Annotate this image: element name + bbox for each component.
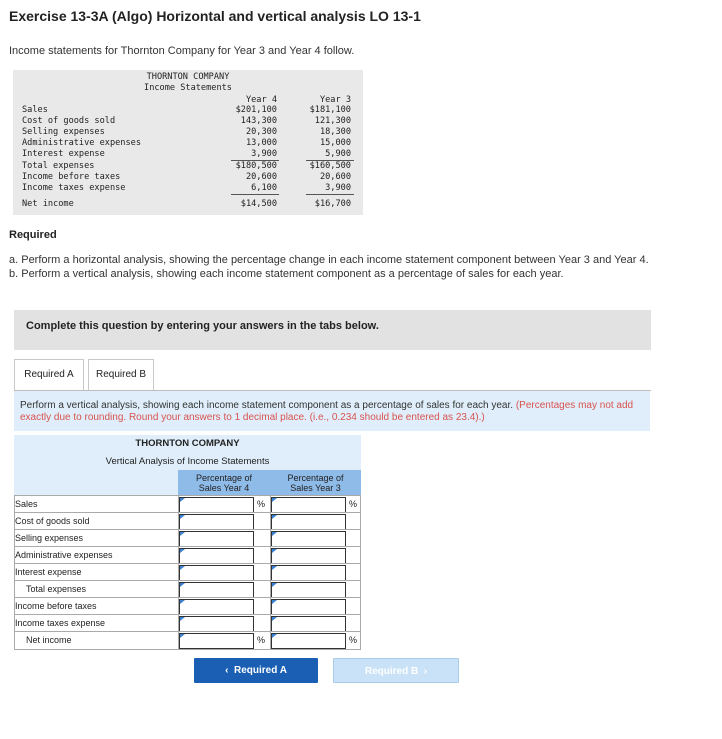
statement-col-year3: Year 3 [319, 95, 351, 105]
table-row [14, 580, 361, 598]
divider [306, 194, 354, 195]
table-header-year3 [270, 470, 361, 495]
table-row [14, 495, 361, 513]
table-row [14, 546, 361, 564]
admin-year3-input[interactable] [271, 548, 346, 564]
vertical-analysis-table [14, 435, 361, 650]
chevron-left-icon: ‹ [225, 665, 229, 676]
statement-row-y4: 6,100 [251, 183, 277, 193]
statement-row-y3: 3,900 [325, 183, 351, 193]
statement-row-y4: $14,500 [240, 199, 277, 209]
statement-row-y3: 5,900 [325, 149, 351, 159]
prev-required-a-button[interactable] [194, 658, 318, 683]
percent-symbol: % [257, 635, 266, 645]
instruction-banner [14, 310, 651, 350]
cogs-year3-input[interactable] [271, 514, 346, 530]
row-label: Administrative expenses [15, 550, 113, 560]
header-year4-line2: Sales Year 4 [198, 483, 250, 493]
table-subtitle: Vertical Analysis of Income Statements [14, 453, 361, 470]
statement-row-label: Interest expense [22, 149, 105, 159]
interest-year4-input[interactable] [179, 565, 254, 581]
statement-row-y3: 18,300 [319, 127, 351, 137]
interest-year3-input[interactable] [271, 565, 346, 581]
row-label: Income taxes expense [15, 618, 106, 628]
percent-symbol: % [257, 499, 266, 509]
instructions-main: Perform a vertical analysis, showing each income statement component as a percentage of sales for each year. [20, 400, 514, 411]
income-taxes-year4-input[interactable] [179, 616, 254, 632]
table-row [14, 631, 361, 650]
divider [231, 194, 279, 195]
table-border [270, 495, 271, 649]
required-heading: Required [9, 229, 57, 241]
table-company: THORNTON COMPANY [14, 435, 361, 453]
header-year3-line1: Percentage of [287, 473, 344, 483]
statement-row-label: Selling expenses [22, 127, 105, 137]
row-label: Sales [15, 499, 38, 509]
statement-company: THORNTON COMPANY [146, 72, 230, 82]
page-title: Exercise 13-3A (Algo) Horizontal and vertical analysis LO 13-1 [9, 8, 421, 24]
percent-symbol: % [349, 499, 358, 509]
statement-row-label: Net income [22, 199, 74, 209]
table-border [360, 495, 361, 649]
statement-row-y3: 121,300 [314, 116, 351, 126]
row-label: Income before taxes [15, 601, 97, 611]
row-label: Cost of goods sold [15, 516, 90, 526]
cogs-year4-input[interactable] [179, 514, 254, 530]
statement-row-y3: 15,000 [319, 138, 351, 148]
statement-row-y4: 20,600 [245, 172, 277, 182]
chevron-right-icon: › [423, 666, 428, 677]
table-row [14, 597, 361, 615]
total-expenses-year3-input[interactable] [271, 582, 346, 598]
statement-subtitle: Income Statements [144, 83, 232, 93]
tab-required-a[interactable]: Required A [14, 359, 84, 390]
next-required-b-button[interactable] [333, 658, 459, 683]
statement-row-y3: $16,700 [314, 199, 351, 209]
instructions-note: (Percentages may not add exactly due to rounding. Round your answers to 1 decimal place. (i.e., 0.234 should be entered as 23.4).) [20, 400, 634, 423]
header-year3-line2: Sales Year 3 [290, 483, 341, 493]
income-statement [13, 70, 363, 215]
statement-row-label: Income taxes expense [22, 183, 126, 193]
table-border [14, 495, 15, 649]
instructions-text [20, 400, 646, 424]
selling-year3-input[interactable] [271, 531, 346, 547]
row-label: Net income [26, 635, 72, 645]
statement-row-label: Administrative expenses [22, 138, 141, 148]
statement-row-y3: $181,100 [309, 105, 351, 115]
income-before-taxes-year3-input[interactable] [271, 599, 346, 615]
statement-row-y3: $160,500 [309, 161, 351, 171]
statement-row-label: Sales [22, 105, 48, 115]
sales-year4-input[interactable] [179, 497, 254, 513]
income-before-taxes-year4-input[interactable] [179, 599, 254, 615]
table-row [14, 563, 361, 581]
sales-year3-input[interactable] [271, 497, 346, 513]
income-taxes-year3-input[interactable] [271, 616, 346, 632]
banner-text: Complete this question by entering your answers in the tabs below. [26, 320, 379, 332]
statement-row-y4: 13,000 [245, 138, 277, 148]
admin-year4-input[interactable] [179, 548, 254, 564]
row-label: Total expenses [26, 584, 87, 594]
statement-row-y4: $180,500 [235, 161, 277, 171]
table-row [14, 529, 361, 547]
table-header-blank [14, 470, 178, 495]
intro-text: Income statements for Thornton Company for Year 3 and Year 4 follow. [9, 45, 355, 57]
statement-row-y4: $201,100 [235, 105, 277, 115]
row-label: Interest expense [15, 567, 82, 577]
next-button-label: Required B [364, 666, 419, 677]
table-border [178, 495, 179, 649]
header-year4-line1: Percentage of [195, 473, 253, 483]
statement-row-y4: 143,300 [240, 116, 277, 126]
net-income-year4-input[interactable] [179, 633, 254, 649]
net-income-year3-input[interactable] [271, 633, 346, 649]
prev-button-label: Required A [233, 665, 287, 676]
statement-row-y4: 3,900 [251, 149, 277, 159]
statement-row-label: Total expenses [22, 161, 95, 171]
table-header-year4 [178, 470, 270, 495]
selling-year4-input[interactable] [179, 531, 254, 547]
row-label: Selling expenses [15, 533, 84, 543]
table-row [14, 512, 361, 530]
statement-row-label: Income before taxes [22, 172, 121, 182]
statement-row-y3: 20,600 [319, 172, 351, 182]
tab-required-b[interactable]: Required B [88, 359, 154, 390]
statement-row-label: Cost of goods sold [22, 116, 116, 126]
required-b-text: b. Perform a vertical analysis, showing each income statement component as a percentage of sales for each year. [9, 268, 564, 280]
required-a-text: a. Perform a horizontal analysis, showing the percentage change in each income statement component between Year 3 and Year 4. [9, 254, 649, 266]
total-expenses-year4-input[interactable] [179, 582, 254, 598]
table-row [14, 614, 361, 632]
instructions-box [14, 391, 650, 431]
statement-col-year4: Year 4 [245, 95, 277, 105]
percent-symbol: % [349, 635, 358, 645]
statement-row-y4: 20,300 [245, 127, 277, 137]
